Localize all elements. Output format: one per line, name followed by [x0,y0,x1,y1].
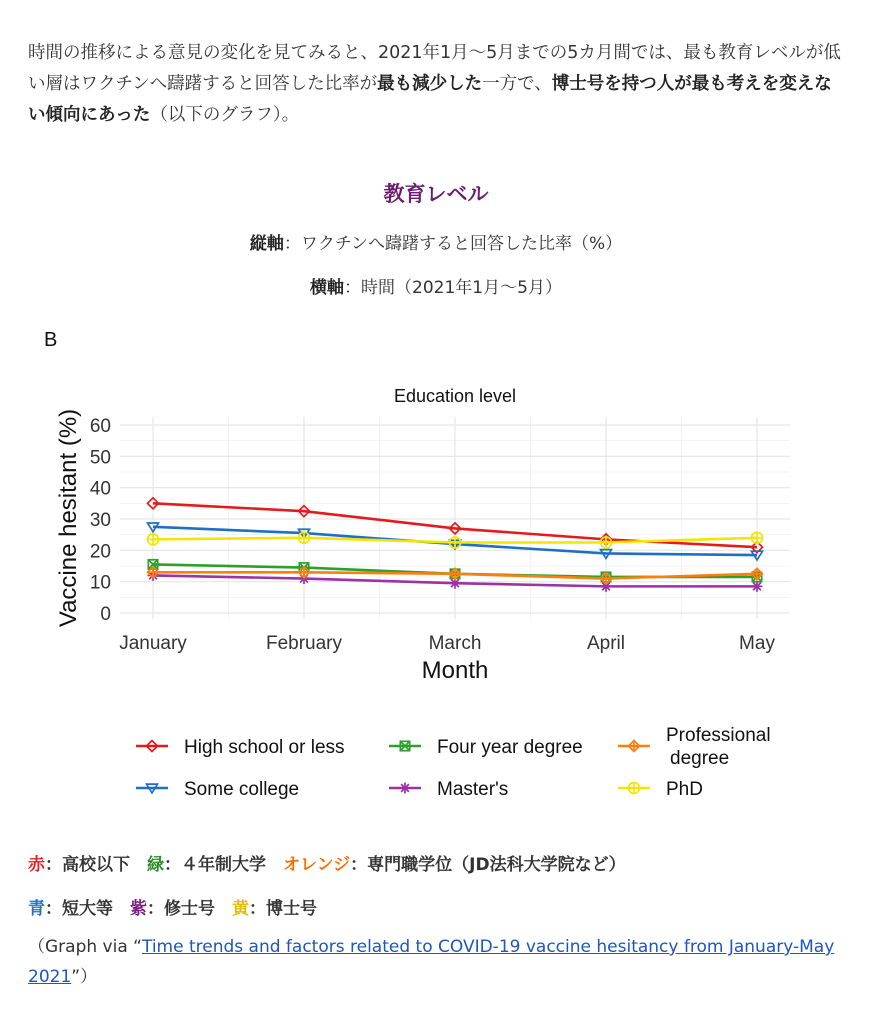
legend-label: Four year degree [437,737,583,758]
legend-item [389,779,508,800]
yaxis-note-text: ：ワクチンへ躊躇すると回答した比率（%） [283,234,623,254]
chart-title: Education level [393,386,517,406]
legend-item [136,737,345,758]
y-tick-label: 40 [89,478,111,500]
y-tick-label: 20 [89,541,111,563]
caption-text: ：高校以下 [45,855,147,875]
section-title: 教育レベル [383,182,489,206]
intro-text-1: 時間の推移による意見の変化を見てみると、2021年1月〜5月までの5カ月間では、最も教育レベルが低い層はワクチンへ躊躇すると回答した比率が [28,43,841,94]
x-tick-label: May [739,633,775,654]
x-tick-label: January [119,633,187,654]
yaxis-note-label: 縦軸 [249,234,284,254]
legend-item [618,725,771,769]
caption-line-1 [28,850,626,875]
chart-legend [136,725,771,800]
legend-item [136,779,299,800]
caption-color-word: 黄 [232,899,249,919]
intro-text-3: （以下のグラフ）。 [150,105,300,125]
y-tick-label: 60 [89,416,111,437]
y-tick-label: 30 [89,510,111,531]
source-prefix: （Graph via “ [28,937,142,957]
intro-bold-1: 最も減少した [377,74,483,94]
panel-label: B [44,329,58,351]
caption-color-word: 緑 [147,855,164,875]
x-tick-labels [119,633,775,654]
xaxis-note [0,273,872,298]
x-tick-label: February [265,633,343,654]
caption-text: ：専門職学位（JD法科大学院など） [350,855,626,875]
caption-color-word: 紫 [130,899,147,919]
legend-label: Master's [437,779,509,800]
intro-text-2: 一方で、 [482,74,552,94]
source-link[interactable]: Time trends and factors related to COVID-19 vaccine hesitancy from January-May 2021 [28,937,835,987]
y-tick-label: 50 [89,447,111,469]
caption-text: ：博士号 [249,899,317,919]
y-tick-label: 10 [89,572,111,594]
caption-color-word: オレンジ [283,855,351,875]
x-axis-label: Month [421,657,489,684]
caption-text: ：修士号 [147,899,232,919]
xaxis-note-label: 横軸 [310,278,345,298]
legend-item [618,779,703,800]
caption-text: ：短大等 [45,899,130,919]
legend-label: Professional degree [666,725,771,769]
y-tick-labels [90,416,111,625]
caption-color-word: 青 [28,899,45,919]
legend-label: High school or less [184,737,345,758]
caption-color-word: 赤 [28,855,45,875]
y-tick-label: 0 [100,604,111,625]
caption-line-2 [28,894,317,919]
source-suffix: ”） [71,967,98,987]
x-tick-label: March [428,633,482,654]
legend-item [389,737,583,758]
caption-text: ：４年制大学 [164,855,283,875]
intro-bold-2: 博士号を持つ人が最も考えを変えない傾向にあった [28,74,832,125]
intro-paragraph [28,38,848,131]
legend-label: PhD [666,779,703,800]
legend-label: Some college [184,779,300,800]
education-line-chart [0,320,872,820]
y-axis-label: Vaccine hesitant (%) [55,408,82,628]
yaxis-note [0,229,872,254]
xaxis-note-text: ：時間（2021年1月〜5月） [344,278,562,298]
source-citation [28,932,848,992]
x-tick-label: April [586,633,626,654]
